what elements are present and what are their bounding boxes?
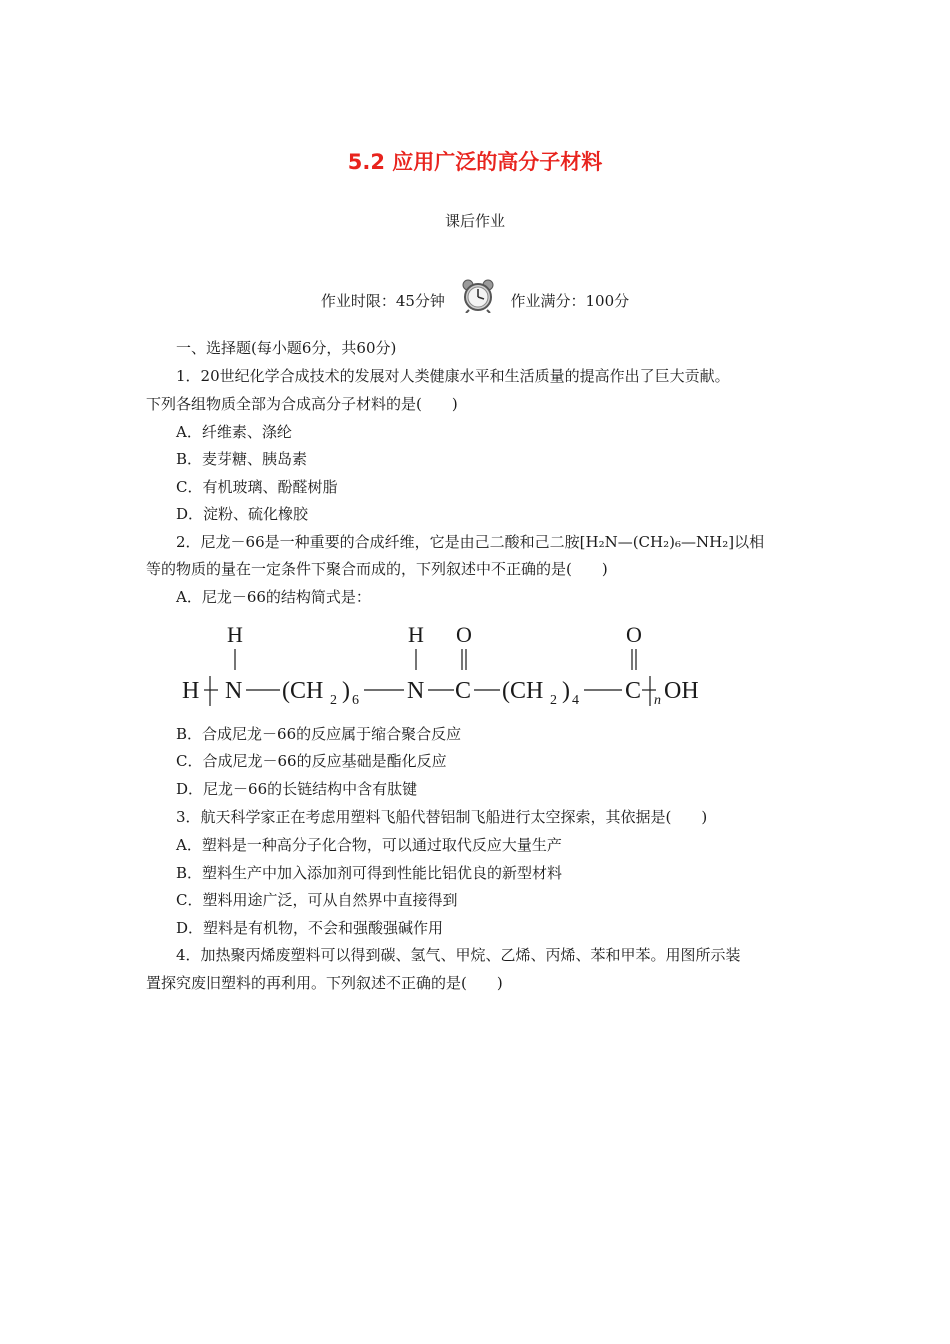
formula-n1: N — [225, 678, 243, 704]
formula-sub6: 6 — [352, 693, 359, 708]
q3-option-b: B．塑料生产中加入添加剂可得到性能比铝优良的新型材料 — [176, 864, 563, 882]
formula-close-2: ) — [562, 678, 570, 704]
formula-h-left: H — [182, 678, 200, 704]
q3-option-a: A．塑料是一种高分子化合物，可以通过取代反应大量生产 — [176, 836, 562, 854]
q2-option-b: B．合成尼龙－66的反应属于缩合聚合反应 — [176, 725, 462, 743]
section-heading: 一、选择题(每小题6分，共60分) — [176, 339, 397, 357]
full-score: 作业满分：100分 — [510, 292, 630, 310]
formula-close-1: ) — [342, 678, 350, 704]
formula-top-o2: O — [626, 622, 642, 647]
q1-option-a: A．纤维素、涤纶 — [176, 423, 292, 441]
q3-option-d: D．塑料是有机物，不会和强酸强碱作用 — [176, 919, 444, 937]
time-and-score — [0, 283, 950, 321]
q2-option-d: D．尼龙－66的长链结构中含有肽键 — [176, 780, 418, 798]
time-limit: 作业时限：45分钟 — [320, 292, 445, 310]
q3-option-c: C．塑料用途广泛，可从自然界中直接得到 — [176, 891, 458, 909]
q1-option-d: D．淀粉、硫化橡胶 — [176, 505, 309, 523]
alarm-clock-icon — [460, 279, 496, 317]
q1-stem-line1: 1．20世纪化学合成技术的发展对人类健康水平和生活质量的提高作出了巨大贡献。 — [176, 367, 730, 385]
q1-stem-line2: 下列各组物质全部为合成高分子材料的是( ) — [146, 395, 458, 413]
q3-stem: 3．航天科学家正在考虑用塑料飞船代替铝制飞船进行太空探索，其依据是( ) — [176, 808, 708, 826]
q2-stem-line1: 2．尼龙－66是一种重要的合成纤维，它是由己二酸和己二胺[H₂N—(CH₂)₆—NH₂]以相 — [176, 533, 765, 551]
q4-stem-line2: 置探究废旧塑料的再利用。下列叙述不正确的是( ) — [146, 974, 503, 992]
formula-sub4: 4 — [572, 693, 579, 708]
formula-n-subscript: n — [654, 693, 661, 708]
q2-option-a: A．尼龙－66的结构简式是： — [176, 588, 371, 606]
q1-option-b: B．麦芽糖、胰岛素 — [176, 450, 308, 468]
nylon66-structural-formula — [180, 614, 740, 714]
formula-top-o1: O — [456, 622, 472, 647]
q2-option-c: C．合成尼龙－66的反应基础是酯化反应 — [176, 752, 447, 770]
formula-sub2-2: 2 — [550, 693, 557, 708]
formula-top-h2: H — [408, 622, 424, 647]
page-subtitle: 课后作业 — [444, 212, 505, 230]
formula-top-h1: H — [227, 622, 243, 647]
formula-c2: C — [625, 678, 642, 704]
q4-stem-line1: 4．加热聚丙烯废塑料可以得到碳、氢气、甲烷、乙烯、丙烯、苯和甲苯。用图所示装 — [176, 946, 741, 964]
q1-option-c: C．有机玻璃、酚醛树脂 — [176, 478, 338, 496]
formula-oh: OH — [664, 678, 699, 704]
formula-ch2-1: (CH — [282, 678, 324, 704]
formula-c1: C — [455, 678, 472, 704]
formula-ch2-2: (CH — [502, 678, 544, 704]
formula-sub2-1: 2 — [330, 693, 337, 708]
q2-stem-line2: 等的物质的量在一定条件下聚合而成的，下列叙述中不正确的是( ) — [146, 560, 608, 578]
formula-n2: N — [407, 678, 425, 704]
page-title: 5.2 应用广泛的高分子材料 — [347, 150, 603, 174]
